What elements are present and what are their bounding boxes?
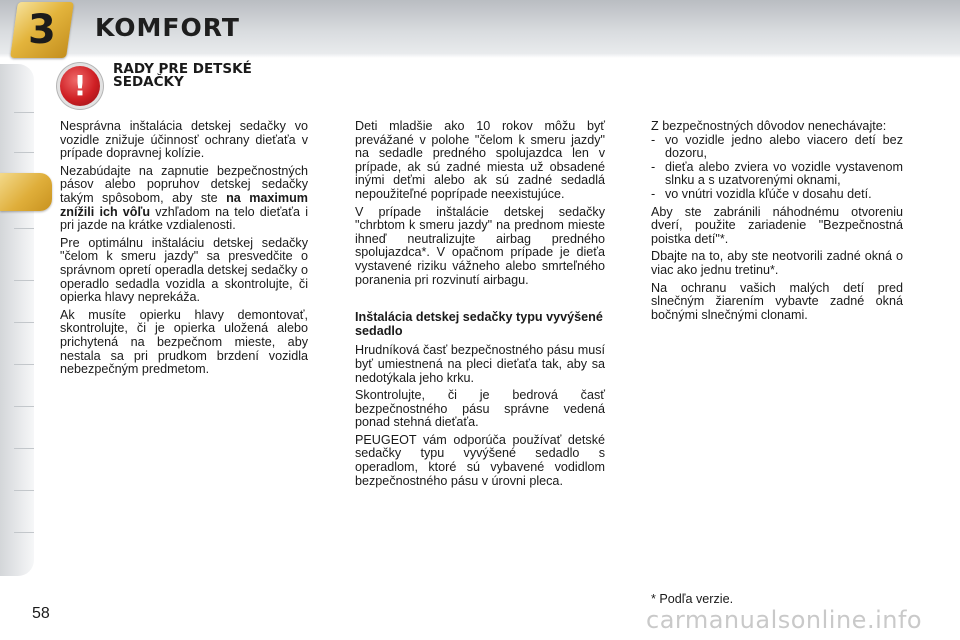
section-title: RADY PRE DETSKÉ SEDAČKY (113, 61, 252, 90)
chapter-number-badge (10, 2, 74, 58)
paragraph: Dbajte na to, aby ste neotvorili zadné okná o viac ako jednu tretinu*. (651, 249, 903, 277)
chapter-tab-strip (0, 64, 34, 576)
paragraph: Skontrolujte, či je bedrová časť bezpečnostného pásu správne vedená ponad stehná dieťaťa. (355, 388, 605, 430)
paragraph: Z bezpečnostných dôvodov nenechávajte: (651, 119, 887, 133)
bullet-dash: - (651, 132, 656, 147)
paragraph: Na ochranu vašich malých detí pred slnečným žiarením vybavte zadné okná bočnými slnečnými clonami. (651, 280, 903, 322)
tab-divider (14, 322, 34, 323)
paragraph: Aby ste zabránili náhodnému otvoreniu dverí, použite zariadenie "Bezpečnostná poistka detí"*. (651, 204, 903, 246)
text-column-2 (355, 120, 605, 492)
list-item-text: vo vozidle jedno alebo viacero detí bez dozoru, (665, 132, 903, 161)
paragraph: V prípade inštalácie detskej sedačky "chrbtom k smeru jazdy" na prednom mieste ihneď neutralizujte airbag predného spolujazdca*. V opačnom prípade je dieťa vystavené riziku vážneho alebo smrteľného poranenia pri rozvinutí airbagu. (355, 204, 605, 287)
chapter-title: KOMFORT (95, 13, 240, 42)
paragraph: Pre optimálnu inštaláciu detskej sedačky "čelom k smeru jazdy" sa presvedčite o správnom opretí operadla detskej sedačky o operadlo sedadla vozidla a skontrolujte, či opierka hlavy neprekáža. (60, 235, 308, 305)
tab-divider (14, 448, 34, 449)
footnote: * Podľa verzie. (651, 592, 734, 606)
list-item (651, 188, 903, 202)
list-item (651, 134, 903, 161)
paragraph: Nesprávna inštalácia detskej sedačky vo vozidle znižuje účinnosť ochrany dieťaťa v prípade dopravnej kolízie. (60, 119, 308, 161)
tab-divider (14, 112, 34, 113)
bullet-dash: - (651, 186, 656, 201)
list-item-text: dieťa alebo zviera vo vozidle vystavenom slnku a s uzatvorenými oknami, (665, 159, 903, 188)
paragraph-text: vzhľadom na telo dieťaťa i pri jazde na krátke vzdialenosti. (60, 204, 308, 233)
paragraph-text: Nezabúdajte na zapnutie bezpečnostných pásov alebo popruhov detskej sedačky takým spôsobom, aby ste (60, 163, 308, 205)
tab-divider (14, 406, 34, 407)
warning-exclamation-icon: ! (60, 66, 100, 106)
paragraph: PEUGEOT vám odporúča používať detské sedačky typu vyvýšené sedadlo s operadlom, ktoré sú vybavené vodidlom bezpečnostného pásu v úrovni pleca. (355, 432, 605, 488)
watermark: carmanualsonline.info (646, 606, 923, 634)
paragraph-emphasis: na maximum znížili ich vôľu (60, 190, 308, 219)
paragraph: Deti mladšie ako 10 rokov môžu byť prevážané v polohe "čelom k smeru jazdy" na sedadle predného spolujazdca len v prípade, ak sú zadné miesta už obsadené inými deťmi alebo ak sú zadné sedadlá nepoužiteľné poprípade neexistujúce. (355, 119, 605, 201)
tab-divider (14, 152, 34, 153)
tab-divider (14, 532, 34, 533)
text-column-1 (60, 120, 308, 381)
tab-divider (14, 490, 34, 491)
list-item-text: vo vnútri vozidla kľúče v dosahu detí. (665, 186, 872, 201)
chapter-number: 3 (28, 7, 56, 53)
bullet-list (651, 134, 903, 202)
paragraph: Hrudníková časť bezpečnostného pásu musí byť umiestnená na pleci dieťaťa tak, aby sa nedotýkala jeho krku. (355, 343, 605, 385)
subsection-heading: Inštalácia detskej sedačky typu vyvýšené sedadlo (355, 310, 603, 338)
tab-divider (14, 280, 34, 281)
text-column-3 (651, 120, 903, 326)
tab-divider (14, 364, 34, 365)
page-number: 58 (32, 605, 50, 622)
tab-divider (14, 228, 34, 229)
chapter-tab-active[interactable] (0, 173, 52, 211)
paragraph: Ak musíte opierku hlavy demontovať, skontrolujte, či je opierka uložená alebo prichytená na bezpečnom mieste, aby nestala sa pri prudkom brzdení vozidla nebezpečným predmetom. (60, 307, 308, 377)
paragraph (60, 165, 308, 233)
bullet-dash: - (651, 159, 656, 174)
list-item (651, 161, 903, 188)
